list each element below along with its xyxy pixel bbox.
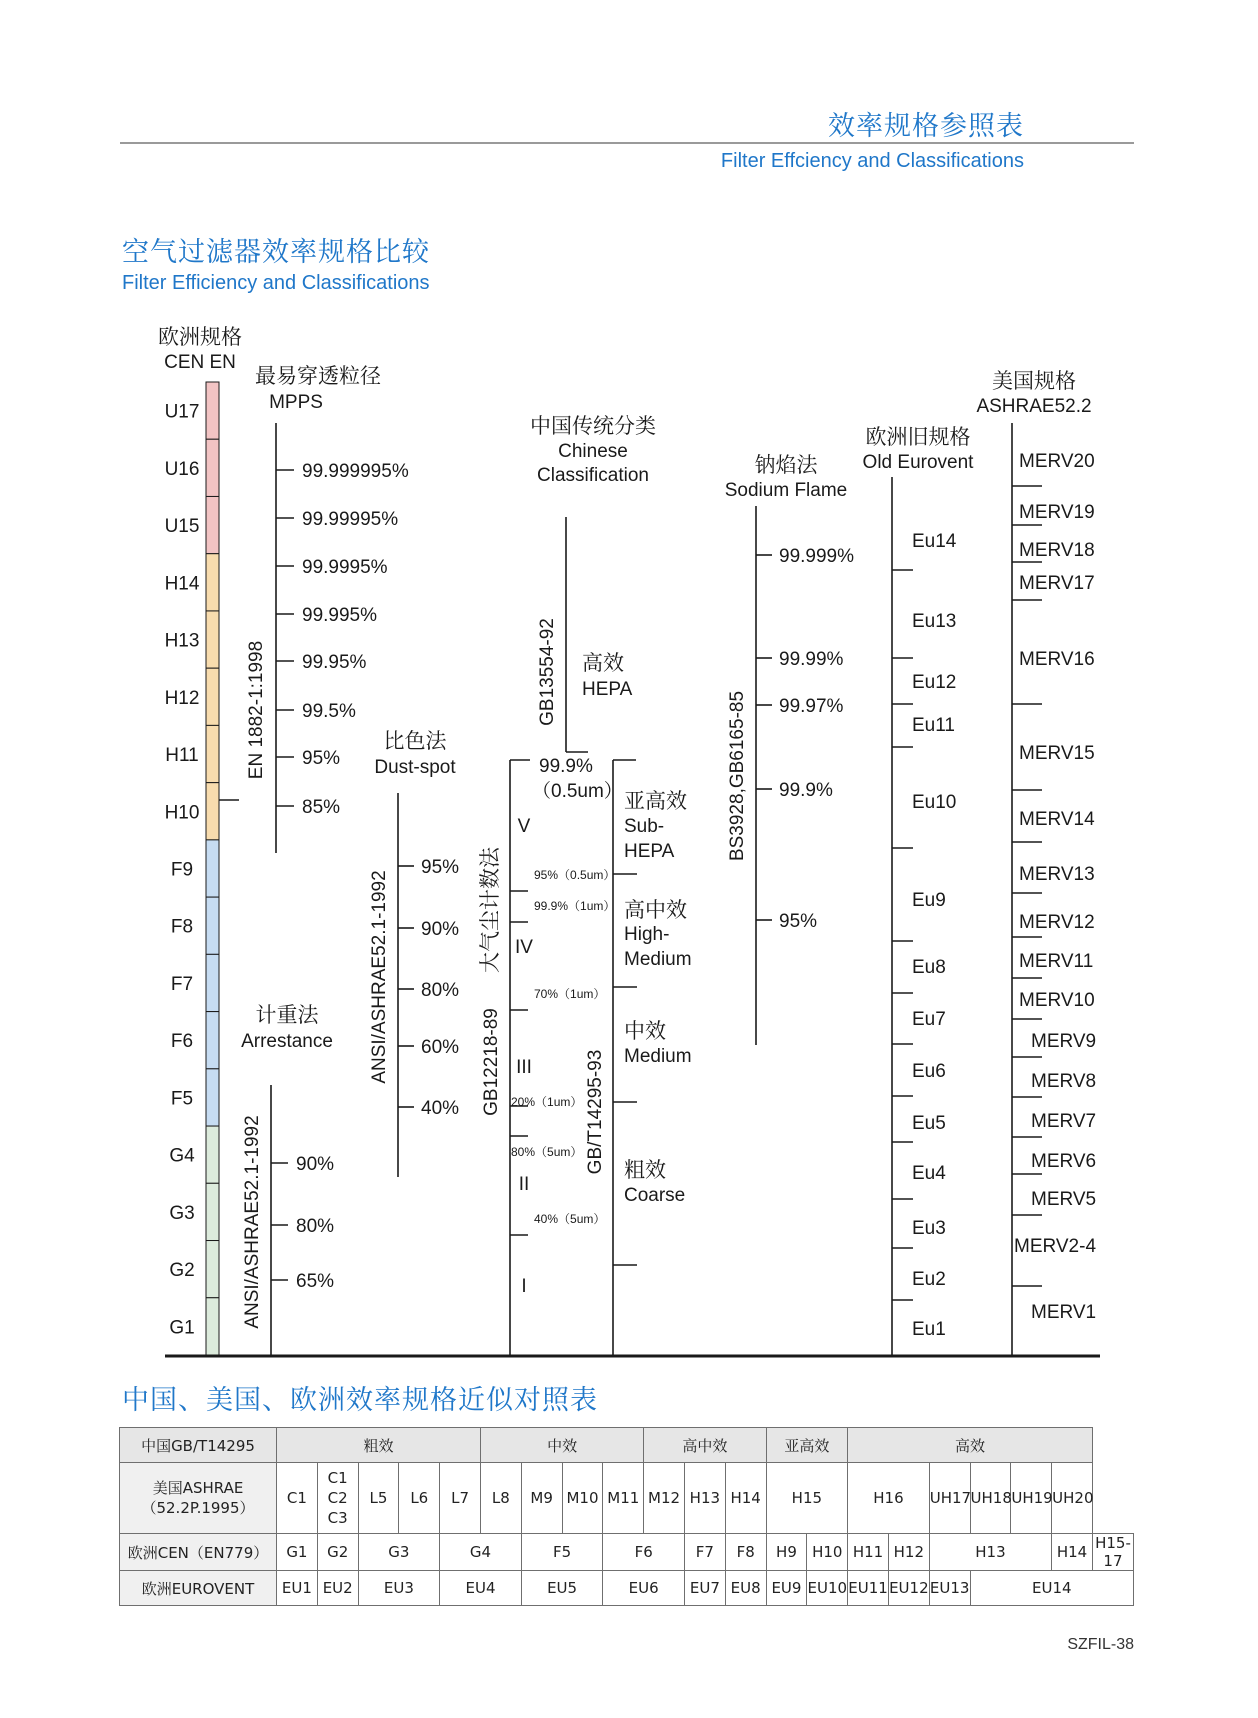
- table-cell: G3: [358, 1534, 440, 1571]
- mpps-tick-label: 95%: [302, 748, 341, 769]
- eurovent-class-label: Eu6: [912, 1061, 946, 1082]
- gb12218-tick-label: 20%（1um）: [511, 1095, 583, 1109]
- table-cell: EU2: [317, 1571, 358, 1606]
- merv-class-label: MERV6: [1031, 1151, 1097, 1172]
- dustspot-standard: ANSI/ASHRAE52.1-1992: [369, 870, 390, 1084]
- mpps-tick-label: 99.99995%: [302, 509, 399, 530]
- table-cell: G1: [277, 1534, 318, 1571]
- dustspot-tick-label: 40%: [421, 1098, 460, 1119]
- en-heading-en: CEN EN: [164, 352, 236, 373]
- gb12218-grade: IV: [515, 937, 533, 958]
- gb12218-grade: V: [517, 816, 531, 837]
- dustspot-tick-label: 90%: [421, 919, 460, 940]
- table-cell: H15-17: [1092, 1534, 1133, 1571]
- table-cell: H12: [888, 1534, 929, 1571]
- table-cell: C1: [277, 1463, 318, 1534]
- table-cell: EU9: [766, 1571, 807, 1606]
- table-cell: H10: [807, 1534, 848, 1571]
- merv-class-label: MERV10: [1019, 990, 1095, 1011]
- table-cell: G2: [317, 1534, 358, 1571]
- table-cell: 亚高效: [766, 1428, 848, 1463]
- en-class-label: H13: [164, 630, 200, 652]
- gb12218-grade: I: [521, 1276, 527, 1297]
- eurovent-class-label: Eu13: [912, 611, 957, 632]
- table-cell: H14: [725, 1463, 766, 1534]
- table-cell: EU1: [277, 1571, 318, 1606]
- table-row-ashrae: [120, 1463, 1134, 1534]
- grade-label-en2: HEPA: [624, 841, 675, 862]
- sodium-heading-cn: 钠焰法: [754, 454, 818, 477]
- table-cell: UH19: [1011, 1463, 1052, 1534]
- merv-class-label: MERV18: [1019, 540, 1095, 561]
- table-cell: F7: [684, 1534, 725, 1571]
- table-cell: L6: [399, 1463, 440, 1534]
- eurovent-class-label: Eu11: [912, 715, 955, 736]
- sodium-tick-label: 99.99%: [779, 649, 844, 670]
- eurovent-class-label: Eu8: [912, 957, 946, 978]
- eurovent-class-label: Eu9: [912, 890, 946, 911]
- en-class-band: [206, 554, 219, 611]
- merv-class-label: MERV15: [1019, 743, 1095, 764]
- en-class-label: G1: [169, 1317, 195, 1339]
- gb12218-tick-label: 99.9%（1um）: [534, 899, 616, 913]
- sodium-tick-label: 99.9%: [779, 780, 833, 801]
- arrestance-heading-en: Arrestance: [241, 1031, 333, 1052]
- table-cell: M10: [562, 1463, 603, 1534]
- table-cell: 高效: [848, 1428, 1093, 1463]
- en-class-band: [206, 897, 219, 954]
- table-cell: H11: [848, 1534, 889, 1571]
- comparison-table: [119, 1427, 1134, 1606]
- table-cell: F6: [603, 1534, 685, 1571]
- row-header-gb: 中国GB/T14295: [120, 1428, 277, 1463]
- eurovent-heading-cn: 欧洲旧规格: [865, 426, 971, 449]
- arrestance-tick-label: 90%: [296, 1154, 335, 1175]
- hepa-en: HEPA: [582, 679, 633, 700]
- row-header-ashrae: [120, 1463, 277, 1534]
- gb12218-grade: III: [516, 1057, 532, 1078]
- table-cell: H13: [684, 1463, 725, 1534]
- table-cell: F8: [725, 1534, 766, 1571]
- mpps-tick-label: 99.9995%: [302, 557, 388, 578]
- en-class-label: F8: [170, 916, 194, 938]
- table-row-gb: [120, 1428, 1134, 1463]
- dust-count-method: 大气尘计数法: [479, 847, 502, 973]
- table-cell: F5: [521, 1534, 603, 1571]
- en-class-band: [206, 496, 219, 553]
- table-cell: EU14: [970, 1571, 1133, 1606]
- mpps-heading-cn: 最易穿透粒径: [255, 365, 381, 388]
- table-cell: EU3: [358, 1571, 440, 1606]
- en-class-band: [206, 840, 219, 897]
- en-class-label: F7: [170, 973, 194, 995]
- header-subtitle: Filter Effciency and Classifications: [720, 150, 1024, 172]
- table-cell: EU10: [807, 1571, 848, 1606]
- table-cell: EU4: [440, 1571, 522, 1606]
- table-cell: UH18: [970, 1463, 1011, 1534]
- en-class-band: [206, 1012, 219, 1069]
- section1-title: 空气过滤器效率规格比较: [122, 237, 430, 268]
- mpps-tick-label: 85%: [302, 797, 341, 818]
- table-cell: M11: [603, 1463, 644, 1534]
- ashrae-heading-cn: 美国规格: [992, 370, 1076, 393]
- grade-label-en: Medium: [624, 1046, 692, 1067]
- table-cell: L7: [440, 1463, 481, 1534]
- gb12218-tick-label: 95%（0.5um）: [534, 868, 616, 882]
- table-row-cen: [120, 1534, 1134, 1571]
- table-cell: EU7: [684, 1571, 725, 1606]
- merv-class-label: MERV7: [1031, 1111, 1097, 1132]
- en-class-band: [206, 954, 219, 1011]
- table-cell: EU8: [725, 1571, 766, 1606]
- en-class-label: H11: [165, 745, 199, 767]
- section2-title: 中国、美国、欧洲效率规格近似对照表: [122, 1385, 598, 1416]
- arrestance-tick-label: 65%: [296, 1271, 335, 1292]
- en-class-band: [206, 611, 219, 668]
- dustspot-heading-en: Dust-spot: [374, 757, 456, 778]
- merv-class-label: MERV1: [1031, 1302, 1097, 1323]
- sodium-heading-en: Sodium Flame: [724, 480, 848, 501]
- table-cell: 粗效: [277, 1428, 481, 1463]
- table-cell: G4: [440, 1534, 522, 1571]
- en-class-label: F9: [170, 859, 194, 881]
- table-cell: L8: [480, 1463, 521, 1534]
- en-class-band: [206, 783, 219, 840]
- gb13554-standard: GB13554-92: [537, 618, 558, 726]
- merv-class-label: MERV5: [1031, 1189, 1097, 1210]
- gb12218-top-label2: （0.5um）: [532, 781, 623, 802]
- eurovent-class-label: Eu5: [912, 1113, 946, 1134]
- merv-class-label: MERV9: [1031, 1031, 1097, 1052]
- gb12218-tick-label: 80%（5um）: [511, 1145, 583, 1159]
- gbt14295-standard: GB/T14295-93: [585, 1049, 606, 1175]
- table-cell: EU12: [888, 1571, 929, 1606]
- eurovent-class-label: Eu14: [912, 531, 957, 552]
- en-heading-cn: 欧洲规格: [158, 326, 242, 349]
- grade-label-en: Sub-: [624, 816, 665, 837]
- table-cell: C1 C2 C3: [317, 1463, 358, 1534]
- section1-subtitle: Filter Efficiency and Classifications: [122, 272, 430, 294]
- en-class-label: F6: [170, 1031, 194, 1053]
- mpps-tick-label: 99.995%: [302, 605, 378, 626]
- grade-label-en: High-: [624, 924, 670, 945]
- table-cell: EU11: [848, 1571, 889, 1606]
- header-title: 效率规格参照表: [828, 111, 1024, 142]
- en-class-label: H14: [164, 573, 200, 595]
- merv-class-label: MERV11: [1019, 951, 1094, 972]
- mpps-standard: EN 1882-1:1998: [246, 640, 267, 780]
- en-class-band: [206, 1126, 219, 1183]
- sodium-standard: BS3928,GB6165-85: [727, 690, 748, 862]
- gb12218-grade: II: [518, 1174, 530, 1195]
- grade-label-cn: 高中效: [624, 899, 687, 922]
- hepa-cn: 高效: [582, 652, 624, 675]
- arrestance-heading-cn: 计重法: [255, 1004, 319, 1027]
- table-cell: 高中效: [644, 1428, 766, 1463]
- grade-label-cn: 粗效: [624, 1159, 666, 1182]
- table-cell: M9: [521, 1463, 562, 1534]
- dustspot-tick-label: 80%: [421, 980, 460, 1001]
- merv-class-label: MERV19: [1019, 502, 1095, 523]
- en-class-band: [206, 382, 219, 439]
- en-class-label: G4: [169, 1145, 195, 1167]
- table-cell: 中效: [480, 1428, 643, 1463]
- page-number: SZFIL-38: [1067, 1636, 1134, 1653]
- eurovent-class-label: Eu1: [912, 1319, 946, 1340]
- eurovent-heading-en: Old Eurovent: [862, 452, 974, 473]
- sodium-tick-label: 99.999%: [779, 546, 855, 567]
- sodium-tick-label: 95%: [779, 911, 818, 932]
- en-class-label: H12: [164, 687, 200, 709]
- merv-class-label: MERV12: [1019, 912, 1095, 933]
- en-class-band: [206, 668, 219, 725]
- chinese-heading-cn: 中国传统分类: [530, 415, 656, 438]
- row-header-ashrae-line1: 美国ASHRAE: [152, 1479, 244, 1497]
- en-class-label: U16: [164, 458, 200, 480]
- en-class-band: [206, 1183, 219, 1240]
- eurovent-class-label: Eu7: [912, 1009, 946, 1030]
- grade-label-cn: 亚高效: [624, 790, 687, 813]
- table-cell: M12: [644, 1463, 685, 1534]
- eurovent-class-label: Eu4: [912, 1163, 946, 1184]
- merv-class-label: MERV2-4: [1014, 1236, 1097, 1257]
- en-class-band: [206, 1241, 219, 1298]
- dustspot-tick-label: 95%: [421, 857, 460, 878]
- merv-class-label: MERV16: [1019, 649, 1095, 670]
- row-header-eurovent: 欧洲EUROVENT: [120, 1571, 277, 1606]
- gb12218-standard: GB12218-89: [481, 1008, 502, 1116]
- mpps-tick-label: 99.999995%: [302, 461, 409, 482]
- merv-class-label: MERV14: [1019, 809, 1095, 830]
- arrestance-standard: ANSI/ASHRAE52.1-1992: [242, 1115, 263, 1329]
- mpps-tick-label: 99.5%: [302, 701, 356, 722]
- en-class-band: [206, 439, 219, 496]
- table-cell: UH20: [1052, 1463, 1093, 1534]
- gb12218-top-label: 99.9%: [539, 756, 593, 777]
- en-class-label: G2: [169, 1260, 195, 1282]
- table-cell: H14: [1052, 1534, 1093, 1571]
- row-header-ashrae-line2: （52.2P.1995）: [141, 1499, 255, 1517]
- eurovent-class-label: Eu10: [912, 792, 957, 813]
- grade-label-en2: Medium: [624, 949, 692, 970]
- eurovent-class-label: Eu12: [912, 672, 957, 693]
- merv-class-label: MERV20: [1019, 451, 1095, 472]
- sodium-tick-label: 99.97%: [779, 696, 844, 717]
- gb12218-tick-label: 40%（5um）: [534, 1212, 606, 1226]
- merv-class-label: MERV17: [1019, 573, 1095, 594]
- en-class-label: U15: [164, 516, 200, 538]
- table-cell: EU13: [929, 1571, 970, 1606]
- chinese-heading-en2: Classification: [537, 465, 649, 486]
- table-cell: EU5: [521, 1571, 603, 1606]
- ashrae-heading-en: ASHRAE52.2: [976, 396, 1092, 417]
- table-cell: UH17: [929, 1463, 970, 1534]
- en-class-label: G3: [169, 1202, 195, 1224]
- dustspot-tick-label: 60%: [421, 1037, 460, 1058]
- chinese-heading-en1: Chinese: [558, 441, 628, 462]
- en-class-label: H10: [164, 802, 200, 824]
- dustspot-heading-cn: 比色法: [383, 730, 447, 753]
- en-class-label: F5: [170, 1088, 194, 1110]
- row-header-cen: 欧洲CEN（EN779）: [120, 1534, 277, 1571]
- arrestance-tick-label: 80%: [296, 1216, 335, 1237]
- merv-class-label: MERV13: [1019, 864, 1095, 885]
- en-class-band: [206, 1069, 219, 1126]
- table-cell: H9: [766, 1534, 807, 1571]
- table-cell: EU6: [603, 1571, 685, 1606]
- eurovent-class-label: Eu2: [912, 1269, 946, 1290]
- grade-label-en: Coarse: [624, 1185, 686, 1206]
- en-class-label: U17: [164, 401, 200, 423]
- mpps-tick-label: 99.95%: [302, 652, 367, 673]
- gb12218-tick-label: 70%（1um）: [534, 987, 606, 1001]
- mpps-heading-en: MPPS: [269, 392, 323, 413]
- table-cell: H13: [929, 1534, 1051, 1571]
- table-cell: L5: [358, 1463, 399, 1534]
- en-class-band: [206, 1298, 219, 1355]
- table-row-eurovent: [120, 1571, 1134, 1606]
- merv-class-label: MERV8: [1031, 1071, 1097, 1092]
- table-cell: H16: [848, 1463, 930, 1534]
- grade-label-cn: 中效: [624, 1020, 666, 1043]
- en-class-band: [206, 725, 219, 782]
- table-cell: H15: [766, 1463, 848, 1534]
- eurovent-class-label: Eu3: [912, 1218, 946, 1239]
